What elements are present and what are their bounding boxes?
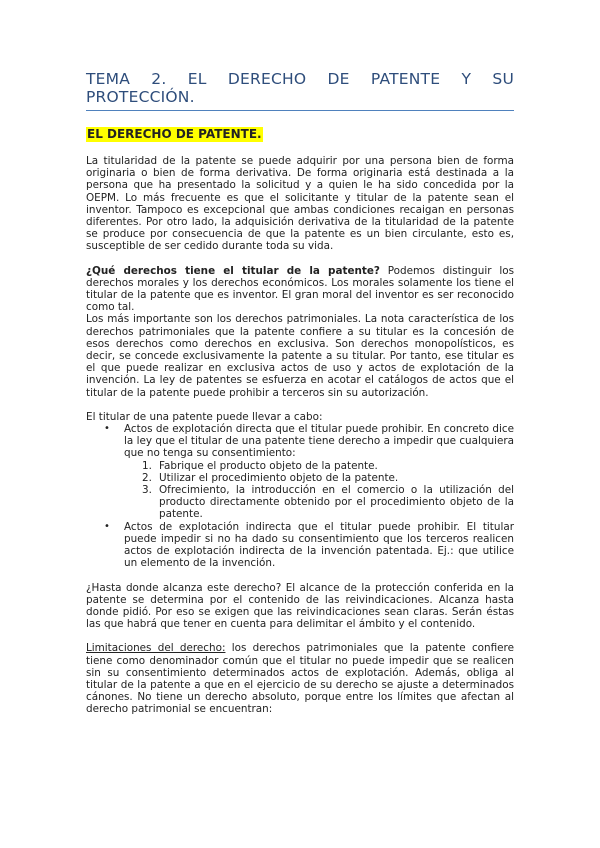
list-item-text: Fabrique el producto objeto de la patente. [159,459,378,472]
list-item [86,423,514,521]
paragraph-derechos [86,265,514,314]
list-item [142,460,514,472]
bullet-text: Actos de explotación indirecta que el titular puede prohibir. El titular puede impedir si no ha dado su consentimiento que los terceros realicen actos de explotación indirecta de la invención patentada. Ej.: que utilice un elemento de la invención. [124,520,514,570]
section-heading: EL DERECHO DE PATENTE. [87,127,262,141]
limitaciones-label: Limitaciones del derecho: [86,642,226,655]
list-item-text: Utilizar el procedimiento objeto de la patente. [159,471,399,484]
bullet-text: Actos de explotación directa que el titular puede prohibir. En concreto dice la ley que el titular de una patente tiene derecho a impedir que cualquiera que no tenga su consentimiento: [124,423,514,460]
list-number: 2. [142,471,152,484]
paragraph-alcance: ¿Hasta donde alcanza este derecho? El alcance de la protección conferida en la patente se determina por el contenido de las reivindicaciones. Alcanza hasta donde pidió. Por eso se exigen que las reivindicaciones sean claras. Serán éstas las que habrá que tener en cuenta para delimitar el ámbito y el contenido. [86,581,514,631]
list-number: 1. [142,459,152,472]
bullet-icon: • [104,520,110,532]
bullet-icon: • [104,423,110,435]
page-title: TEMA 2. EL DERECHO DE PATENTE Y SU PROTECCIÓN. [86,70,514,111]
numbered-list [142,460,514,521]
list-item-text: Ofrecimiento, la introducción en el comercio o la utilización del producto directamente obtenido por el procedimiento objeto de la patente. [159,484,514,521]
paragraph-patrimoniales: Los más importante son los derechos patrimoniales. La nota característica de los derechos patrimoniales que la patente confiere a su titular es la concesión de esos derechos como derechos en exclusiva. Son derechos monopolísticos, es decir, se concede exclusivamente la patente a su titular. Por tanto, ese titular es el que puede realizar en exclusiva actos de uso y actos de explotación de la invención. La ley de patentes se esfuerza en acotar el catálogos de actos que el titular de la patente puede prohibir a terceros sin su autorización. [86,313,514,399]
document-body [86,155,514,716]
paragraph-titularidad: La titularidad de la patente se puede adquirir por una persona bien de forma originaria o bien de forma derivativa. De forma originaria está destinada a la persona que ha presentado la solicitud y a quien le ha sido concedida por la OEPM. Lo más frecuente es que el solicitante y titular de la patente sean el inventor. Tampoco es excepcional que ambas condiciones recaigan en personas diferentes. Por otro lado, la adquisición derivativa de la titularidad de la patente se produce por consecuencia de que la patente es un bien circulante, esto es, susceptible de ser cedido durante toda su vida. [86,155,514,253]
paragraph-derechos-text: Podemos distinguir los derechos morales y los derechos económicos. Los morales solamente los tiene el titular de la patente que es inventor. El gran moral del inventor es ser reconocido como tal. [86,264,515,314]
bullet-list [86,423,514,569]
question-heading: ¿Qué derechos tiene el titular de la patente? [86,264,380,277]
paragraph-limitaciones-text: los derechos patrimoniales que la patente confiere tiene como denominador común que el titular no puede impedir que se realicen sin su consentimiento determinados actos de explotación. Además, obliga al titular de la patente a que en el ejercicio de su derecho se ajuste a determinados cánones. No tiene un derecho absoluto, porque entre los límites que afectan al derecho patrimonial se encuentran: [86,642,514,716]
paragraph-limitaciones [86,642,514,715]
list-item [86,521,514,570]
paragraph-titular-intro: El titular de una patente puede llevar a cabo: [86,410,323,423]
list-item [142,472,514,484]
list-number: 3. [142,484,152,497]
list-item [142,484,514,521]
